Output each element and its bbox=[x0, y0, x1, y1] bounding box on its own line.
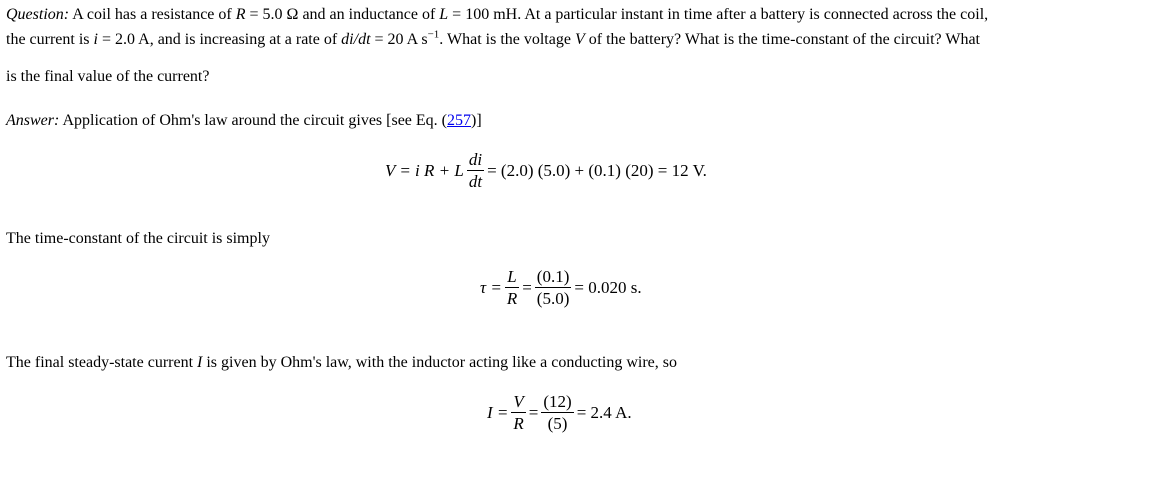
time-constant-numerator-1: L bbox=[507, 267, 517, 286]
final-current-numerator-2: (12) bbox=[543, 392, 572, 411]
question-text-8: is the final value of the current? bbox=[6, 68, 210, 85]
time-constant-rhs: = 0.020 s. bbox=[574, 277, 642, 297]
time-constant-denominator-2: (5.0) bbox=[536, 289, 570, 308]
final-current-lhs: I = bbox=[487, 402, 509, 422]
current-symbol: i bbox=[93, 31, 98, 48]
rate-symbol: di/dt bbox=[341, 31, 371, 48]
derivative-numerator: di bbox=[468, 150, 483, 169]
rate-exponent: −1 bbox=[427, 28, 440, 41]
final-current-fraction-1 bbox=[511, 392, 525, 433]
question-line-2 bbox=[6, 27, 1150, 52]
question-text-2: and an inductance of bbox=[302, 6, 436, 23]
final-current-line bbox=[6, 350, 1150, 375]
final-current-text-2: is given by Ohm's law, with the inductor acting like a conducting wire, so bbox=[206, 354, 677, 371]
final-current-text-1: The final steady-state current bbox=[6, 354, 194, 371]
resistance-symbol: R bbox=[235, 6, 246, 23]
answer-text-1: Application of Ohm's law around the circuit gives [see Eq. ( bbox=[62, 112, 448, 129]
voltage-equation bbox=[385, 150, 707, 191]
final-current-rhs: = 2.4 A. bbox=[576, 402, 632, 422]
time-constant-equals: = bbox=[522, 277, 532, 297]
resistance-value: = 5.0 Ω bbox=[249, 6, 299, 23]
answer-line bbox=[6, 108, 1150, 133]
final-current-numerator-1: V bbox=[513, 392, 524, 411]
final-current-symbol: I bbox=[197, 354, 203, 371]
question-text-6: . What is the voltage bbox=[439, 31, 571, 48]
final-current-fraction-2 bbox=[541, 392, 573, 433]
time-constant-equation bbox=[480, 267, 642, 308]
voltage-symbol: V bbox=[574, 31, 585, 48]
time-constant-fraction-2 bbox=[535, 267, 572, 308]
answer-text-2: )] bbox=[471, 112, 482, 129]
time-constant-numerator-2: (0.1) bbox=[536, 267, 570, 286]
question-label: Question: bbox=[6, 6, 70, 23]
question-text-1: A coil has a resistance of bbox=[72, 6, 232, 23]
time-constant-text: The time-constant of the circuit is simply bbox=[6, 230, 270, 247]
question-text-4: the current is bbox=[6, 31, 90, 48]
voltage-equation-lhs: V = i R + L bbox=[385, 160, 464, 180]
final-current-equation bbox=[487, 392, 632, 433]
voltage-equation-rhs: = (2.0) (5.0) + (0.1) (20) = 12 V. bbox=[487, 160, 707, 180]
final-current-denominator-2: (5) bbox=[547, 414, 568, 433]
derivative-fraction bbox=[467, 150, 484, 191]
rate-value: = 20 A s bbox=[374, 31, 428, 48]
question-text-5: , and is increasing at a rate of bbox=[149, 31, 338, 48]
time-constant-lhs: τ = bbox=[480, 277, 502, 297]
answer-label: Answer: bbox=[6, 112, 60, 129]
question-text-3: . At a particular instant in time after a battery is connected across the coil, bbox=[517, 6, 989, 23]
question-line-3 bbox=[6, 64, 1150, 89]
current-value: = 2.0 A bbox=[101, 31, 150, 48]
time-constant-fraction-1 bbox=[505, 267, 519, 308]
question-text-7: of the battery? What is the time-constant of the circuit? What bbox=[588, 31, 980, 48]
final-current-denominator-1: R bbox=[513, 414, 524, 433]
final-current-equals: = bbox=[528, 402, 539, 422]
inductance-symbol: L bbox=[439, 6, 449, 23]
time-constant-denominator-1: R bbox=[506, 289, 518, 308]
inductance-value: = 100 mH bbox=[452, 6, 518, 23]
question-line-1 bbox=[6, 2, 1150, 27]
equation-reference-link[interactable]: 257 bbox=[447, 112, 472, 129]
derivative-denominator: dt bbox=[468, 172, 483, 191]
